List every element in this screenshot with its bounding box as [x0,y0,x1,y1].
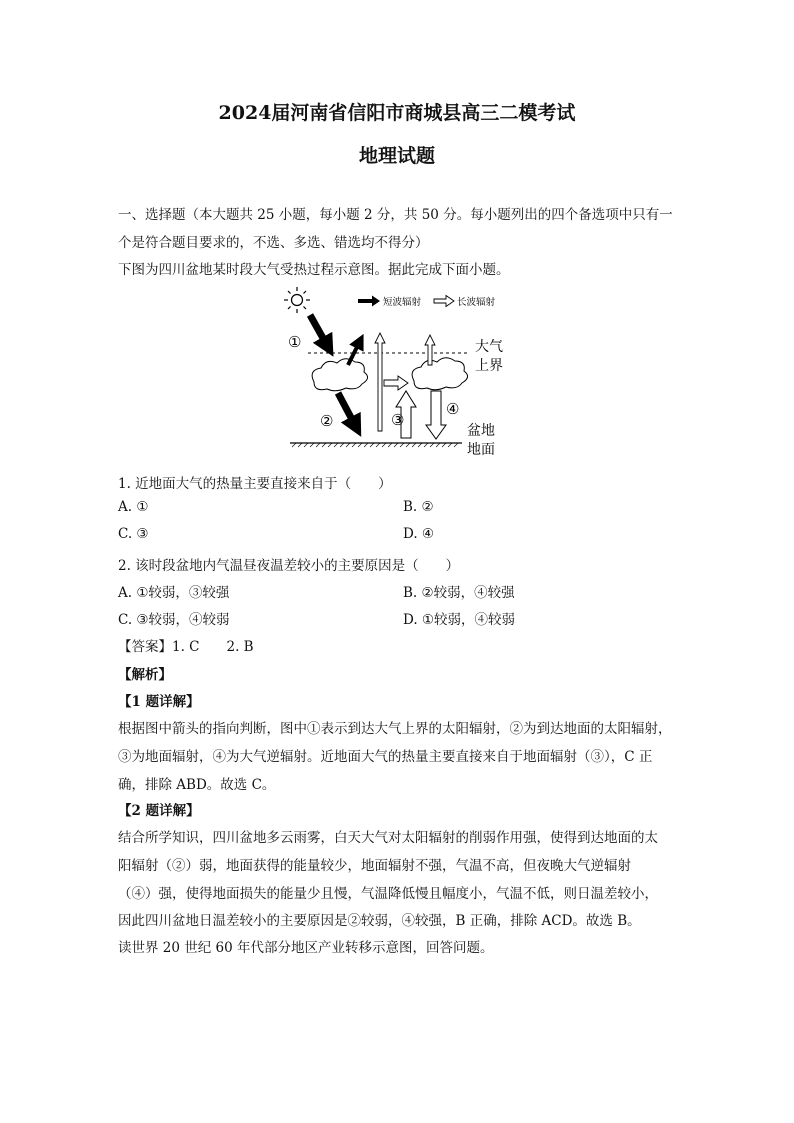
detail-2-line-2: 阳辐射（②）弱，地面获得的能量较少，地面辐射不强，气温不高，但夜晚大气逆辐射 [118,858,631,874]
label-atmosphere-1: 大气 [475,339,503,355]
exam-subtitle: 地理试题 [358,145,435,167]
marker-2: ② [320,412,334,430]
q1-stem: 1. 近地面大气的热量主要直接来自于（ ） [118,476,392,492]
legend-short-label: 短波辐射 [383,297,422,308]
q2-option-a[interactable]: A. ①较弱，③较强 [118,585,230,601]
detail-1-line-2: ③为地面辐射，④为大气逆辐射。近地面大气的热量主要直接来自于地面辐射（③），C 正 [118,749,653,765]
arrow-solar-ground [338,393,356,427]
marker-3: ③ [391,411,405,429]
q1-option-c[interactable]: C. ③ [118,526,149,542]
label-ground-1: 盆地 [467,423,495,439]
ground-hatch [292,443,458,447]
detail-1-line-3: 确，排除 ABD。故选 C。 [118,777,276,793]
label-atmosphere-2: 上界 [475,358,503,374]
marker-1: ① [288,333,302,351]
q2-option-c[interactable]: C. ③较弱，④较弱 [118,612,230,628]
detail-2-line-1: 结合所学知识，四川盆地多云雨雾，白天大气对太阳辐射的削弱作用强，使得到达地面的太 [118,830,658,846]
exam-title: 2024届河南省信阳市商城县高三二模考试 [218,102,576,124]
arrow-counter-radiation [426,391,446,439]
legend-long-wave [434,296,496,309]
cloud-left [312,359,367,391]
detail-2-line-3: （④）强，使得地面损失的能量少且慢，气温降低慢且幅度小，气温不低，则日温差较小， [118,886,658,902]
q2-option-b[interactable]: B. ②较弱，④较强 [403,585,515,601]
q1-option-b[interactable]: B. ② [403,499,434,515]
legend-long-label: 长波辐射 [457,297,496,308]
arrow-ground-escape [375,333,385,431]
legend-short-wave [358,296,422,309]
arrow-absorbed [384,376,408,390]
answer-line: 【答案】1. C 2. B [118,639,254,655]
section-header-cont: 个是符合题目要求的，不选、多选、错选均不得分） [118,235,429,251]
sun-icon [284,287,310,313]
q2-option-d[interactable]: D. ①较弱，④较弱 [403,612,516,628]
cloud-right [412,358,467,390]
marker-4: ④ [446,400,460,418]
analysis-header: 【解析】 [118,667,172,683]
section-header: 一、选择题（本大题共 25 小题，每小题 2 分，共 50 分。每小题列出的四个备选项中只有一 [118,207,673,223]
question-intro: 下图为四川盆地某时段大气受热过程示意图。据此完成下面小题。 [118,262,510,278]
q1-option-a[interactable]: A. ① [118,499,149,515]
detail-2-header: 【2 题详解】 [118,803,200,819]
q2-stem: 2. 该时段盆地内气温昼夜温差较小的主要原因是（ ） [118,558,460,574]
next-question-intro: 读世界 20 世纪 60 年代部分地区产业转移示意图，回答问题。 [118,940,494,956]
atmosphere-heating-diagram [280,283,520,465]
arrow-solar-incoming [310,315,328,347]
q1-option-d[interactable]: D. ④ [403,526,435,542]
detail-2-line-4: 因此四川盆地日温差较小的主要原因是②较弱，④较强，B 正确，排除 ACD。故选 B。 [118,913,641,929]
detail-1-header: 【1 题详解】 [118,694,200,710]
label-ground-2: 地面 [467,442,495,458]
detail-1-line-1: 根据图中箭头的指向判断，图中①表示到达大气上界的太阳辐射，②为到达地面的太阳辐射， [118,721,672,737]
